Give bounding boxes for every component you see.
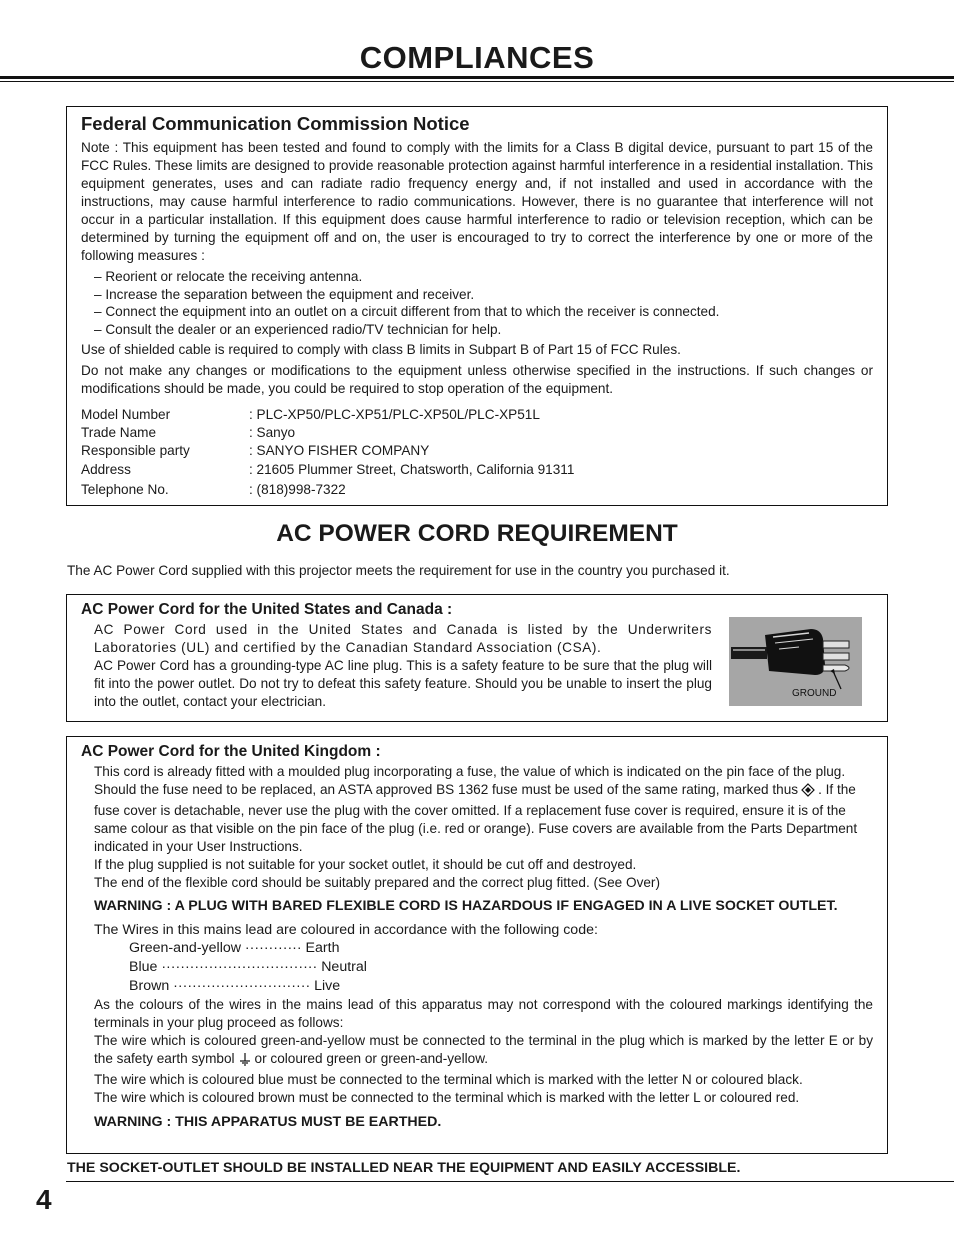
- wire-code-earth: Green-and-yellow ············ Earth: [129, 940, 340, 956]
- list-item: – Increase the separation between the equipment and receiver.: [94, 286, 475, 302]
- info-row-address: [81, 461, 873, 479]
- uk-fuse-text-a: This cord is already fitted with a moulded plug incorporating a fuse, the value of which is indicated on the pin face of the plug. Should the fuse need to be replaced, an ASTA approved BS 1362 fuse must be used of the same rating, marked thus: [94, 764, 846, 797]
- title-rule-thin: [0, 81, 954, 82]
- us-canada-text: [81, 621, 712, 711]
- list-item: – Reorient or relocate the receiving antenna.: [94, 269, 363, 284]
- info-value: : SANYO FISHER COMPANY: [249, 443, 430, 459]
- uk-green-yellow-text-b: or coloured green or green-and-yellow.: [254, 1051, 489, 1066]
- us-canada-p2: AC Power Cord has a grounding-type AC line plug. This is a safety feature to be sure that the plug will fit into the power outlet. Do not try to defeat this safety feature. Should you be unable to insert the plug into the outlet, contact your electrician.: [94, 658, 712, 709]
- socket-outlet-note: THE SOCKET-OUTLET SHOULD BE INSTALLED NEAR THE EQUIPMENT AND EASILY ACCESSIBLE.: [67, 1160, 741, 1176]
- wire-code-live: Brown ····························· Live: [129, 978, 341, 994]
- uk-fuse-paragraph: [94, 763, 873, 856]
- page-title: COMPLIANCES: [359, 40, 595, 75]
- list-item: – Consult the dealer or an experienced radio/TV technician for help.: [94, 321, 502, 337]
- uk-wire-codes: [94, 939, 873, 996]
- info-key: Trade Name: [81, 425, 157, 441]
- fcc-measures-list: [81, 268, 873, 338]
- grounding-plug-image: [729, 617, 862, 706]
- uk-cord-end: The end of the flexible cord should be suitably prepared and the correct plug fitted. (See Over): [94, 875, 660, 890]
- uk-box: [66, 736, 888, 1154]
- us-canada-title: AC Power Cord for the United States and Canada :: [81, 601, 453, 618]
- uk-unsuitable-plug: If the plug supplied is not suitable for your socket outlet, it should be cut off and destroyed.: [94, 857, 637, 872]
- ac-intro: The AC Power Cord supplied with this projector meets the requirement for use in the country you purchased it.: [67, 563, 730, 578]
- info-key: Model Number: [81, 407, 171, 422]
- asta-mark-icon: [801, 783, 815, 802]
- fcc-notice-box: [66, 106, 888, 506]
- page-number: 4: [36, 1184, 52, 1215]
- info-value: : PLC-XP50/PLC-XP51/PLC-XP50L/PLC-XP51L: [249, 407, 540, 422]
- list-item: – Connect the equipment into an outlet on a circuit different from that to which the receiver is connected.: [94, 304, 720, 319]
- info-row-responsible-party: [81, 442, 873, 460]
- us-canada-box: [66, 594, 888, 722]
- title-rule: [0, 76, 954, 79]
- info-value: : (818)998-7322: [249, 481, 346, 497]
- info-value: : Sanyo: [249, 425, 296, 441]
- fcc-shielded-cable: Use of shielded cable is required to comply with class B limits in Subpart B of Part 15 of FCC Rules.: [81, 342, 681, 357]
- info-key: Responsible party: [81, 443, 190, 459]
- footer-rule: [66, 1181, 954, 1182]
- info-key: Telephone No.: [81, 481, 169, 497]
- fcc-title: Federal Communication Commission Notice: [81, 113, 470, 134]
- info-key: Address: [81, 461, 131, 477]
- info-row-telephone: [81, 481, 873, 499]
- fcc-note: Note : This equipment has been tested and found to comply with the limits for a Class B digital device, pursuant to part 15 of the FCC Rules. These limits are designed to provide reasonable protection against harmful interference in a residential installation. This equipment generates, uses and can radiate radio frequency energy and, if not installed and used in accordance with the instructions, may cause harmful interference to radio communications. However, there is no guarantee that interference will not occur in a particular installation. If this equipment does cause harmful interference to radio or television reception, which can be determined by turning the equipment off and on, the user is encouraged to try to correct the interference by one or more of the following measures :: [81, 140, 873, 263]
- uk-brown-wire: The wire which is coloured brown must be connected to the terminal which is marked with the letter L or coloured red.: [94, 1090, 800, 1105]
- wire-code-neutral: Blue ································· Neutral: [129, 959, 367, 975]
- info-row-model: [81, 406, 873, 424]
- fcc-info-table: [81, 406, 873, 499]
- uk-green-yellow-wire: [94, 1032, 873, 1071]
- uk-wires-intro: The Wires in this mains lead are coloured in accordance with the following code:: [94, 922, 598, 938]
- uk-body: [81, 763, 873, 1131]
- info-row-trade-name: [81, 424, 873, 442]
- uk-title: AC Power Cord for the United Kingdom :: [81, 743, 381, 760]
- ground-label: GROUND: [792, 688, 837, 699]
- fcc-modifications: Do not make any changes or modifications to the equipment unless otherwise specified in the instructions. If such changes or modifications should be made, you could be required to stop operation of the equipment.: [81, 363, 873, 396]
- uk-warning-bared-cord: WARNING : A PLUG WITH BARED FLEXIBLE CORD IS HAZARDOUS IF ENGAGED IN A LIVE SOCKET OUTLET.: [94, 898, 838, 914]
- us-canada-p1: AC Power Cord used in the United States and Canada is listed by the Underwriters Laboratories (UL) and certified by the Canadian Standard Association (CSA).: [94, 622, 712, 655]
- uk-warning-earthed: WARNING : THIS APPARATUS MUST BE EARTHED.: [94, 1114, 442, 1130]
- earth-symbol-icon: [238, 1052, 252, 1071]
- uk-colour-note: As the colours of the wires in the mains lead of this apparatus may not correspond with the coloured markings identifying the terminals in your plug proceed as follows:: [94, 997, 873, 1030]
- info-value: : 21605 Plummer Street, Chatsworth, California 91311: [249, 461, 575, 477]
- uk-fuse-text-b: . If the fuse cover is detachable, never use the plug with the cover omitted. If a replacement fuse cover is required, ensure it is of the same colour as that visible on the pin face of the plug (i.e. red or orange). Fuse covers are available from the Parts Department indicated in your User Instructions.: [94, 782, 858, 854]
- uk-blue-wire: The wire which is coloured blue must be connected to the terminal which is marked with the letter N or coloured black.: [94, 1072, 803, 1087]
- uk-green-yellow-text-a: The wire which is coloured green-and-yellow must be connected to the terminal in the plug which is marked by the letter E or by the safety earth symbol: [94, 1033, 873, 1066]
- ac-section-title: AC POWER CORD REQUIREMENT: [276, 520, 678, 547]
